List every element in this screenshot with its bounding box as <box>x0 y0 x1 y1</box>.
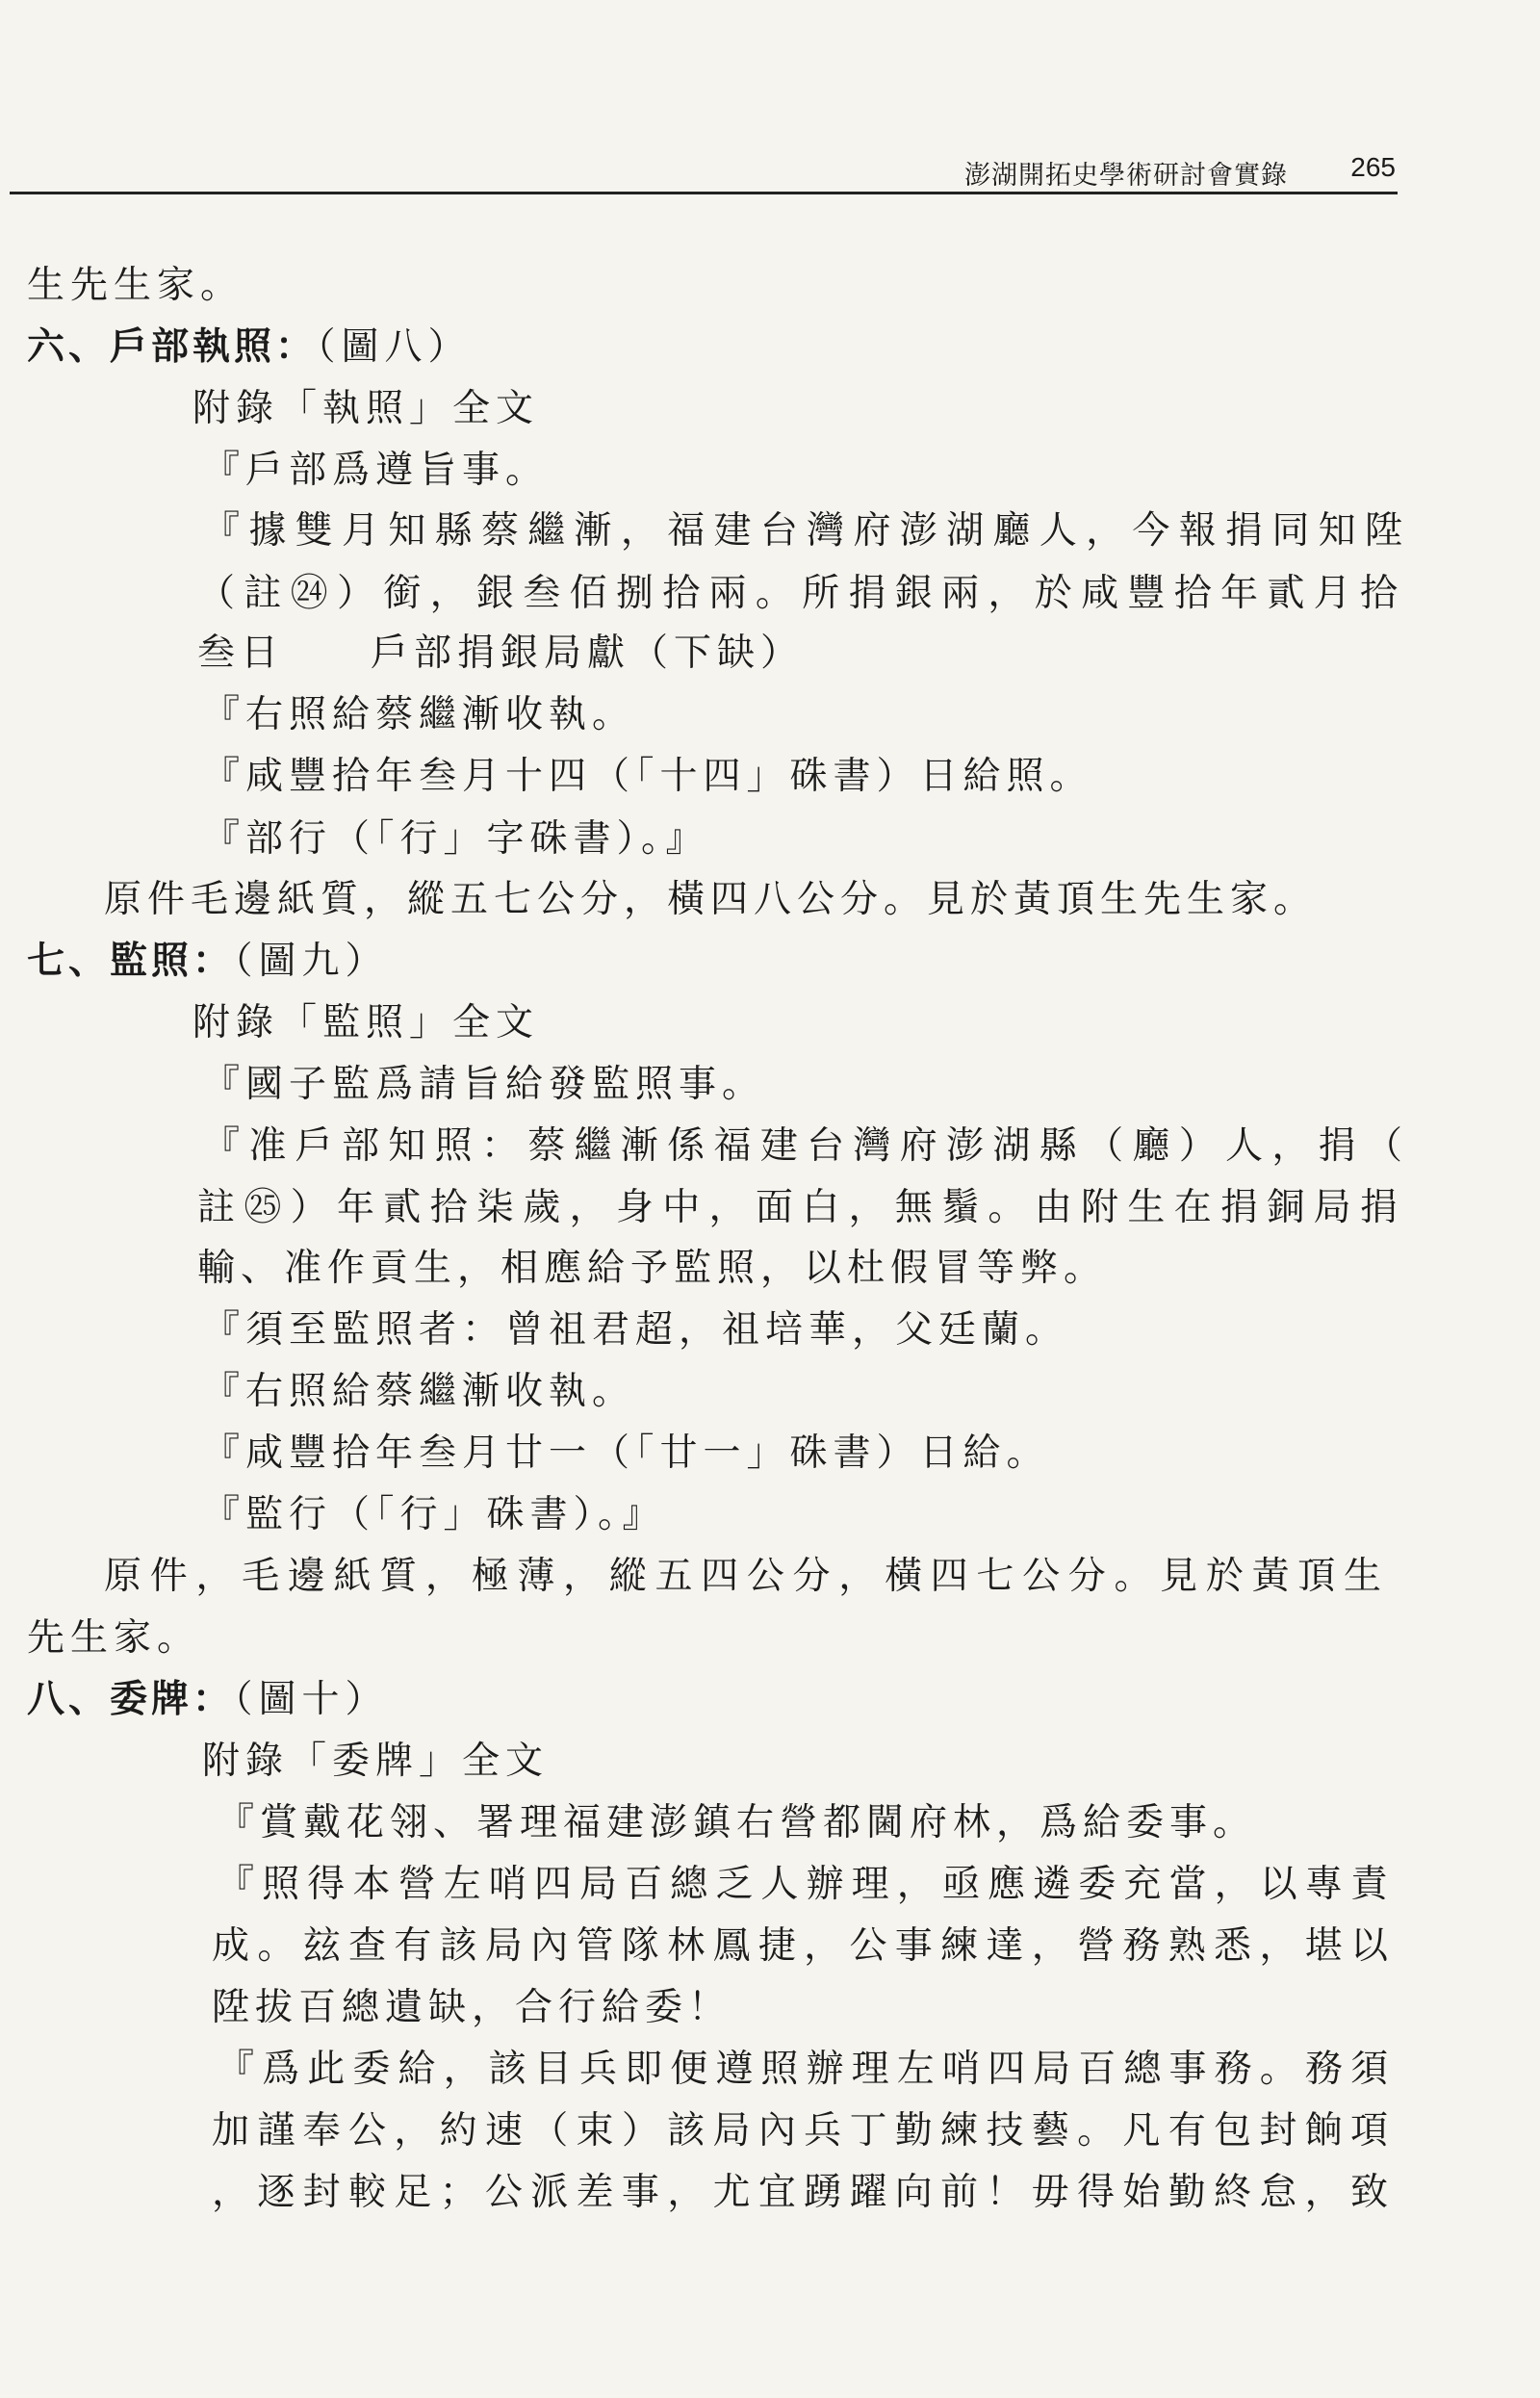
section-heading-label: 六、戶部執照： <box>27 325 318 369</box>
text-line: 『戶部爲遵旨事。 <box>202 449 550 492</box>
text-line: 叁日 戶部捐銀局獻（下缺） <box>197 632 805 675</box>
text-line: 『據雙月知縣蔡繼漸，福建台灣府澎湖廳人，今報捐同知陞 <box>202 509 1405 553</box>
note-line: 原件毛邊紙質，縱五七公分，橫四八公分。見於黃頂生先生家。 <box>104 878 1318 921</box>
text-line: 『部行（「行」字硃書）。』 <box>202 817 709 861</box>
section-heading-7 <box>27 939 389 985</box>
text-line: 『照得本營左哨四局百總乏人辦理，亟應遴委充當，以專責 <box>217 1863 1391 1906</box>
page-number: 265 <box>1350 152 1396 182</box>
appendix-caption: 附錄「委牌」全文 <box>202 1740 550 1783</box>
text-line: 加謹奉公，約速（束）該局內兵丁勤練技藝。凡有包封餉項 <box>212 2109 1391 2153</box>
section-heading-label: 八、委牌： <box>27 1678 235 1721</box>
text-line: 『爲此委給，該目兵即便遵照辦理左哨四局百總事務。務須 <box>217 2048 1391 2091</box>
figure-ref: （圖八） <box>317 325 472 369</box>
text-line: 陞拔百總遺缺，合行給委！ <box>212 1986 732 2029</box>
figure-ref: （圖九） <box>234 940 389 983</box>
section-heading-label: 七、監照： <box>27 940 235 983</box>
running-header-title: 澎湖開拓史學術研討會實錄 <box>964 161 1288 191</box>
section-heading-8 <box>27 1677 389 1723</box>
text-line: 註㉕）年貳拾柒歲，身中，面白，無鬚。由附生在捐銅局捐 <box>197 1186 1400 1229</box>
text-line: 生先生家。 <box>27 264 244 307</box>
text-line: 『右照給蔡繼漸收執。 <box>202 693 636 736</box>
figure-ref: （圖十） <box>234 1678 389 1721</box>
section-heading-6 <box>27 324 472 371</box>
text-line: 『咸豐拾年叁月廿一（「廿一」硃書）日給。 <box>202 1431 1050 1475</box>
header-rule <box>10 192 1398 194</box>
text-line: 『右照給蔡繼漸收執。 <box>202 1370 636 1413</box>
text-line: 『咸豐拾年叁月十四（「十四」硃書）日給照。 <box>202 755 1093 798</box>
note-line: 先生家。 <box>27 1616 201 1660</box>
text-line: 『監行（「行」硃書）。』 <box>202 1493 666 1536</box>
text-line: （註㉔）銜，銀叁佰捌拾兩。所捐銀兩，於咸豐拾年貳月拾 <box>197 572 1400 615</box>
text-line: 『須至監照者：曾祖君超，祖培華，父廷蘭。 <box>202 1308 1069 1352</box>
text-line: 成。玆查有該局內管隊林鳳捷，公事練達，營務熟悉，堪以 <box>212 1924 1391 1968</box>
text-line: 『國子監爲請旨給發監照事。 <box>202 1063 766 1106</box>
note-line: 原件，毛邊紙質，極薄，縱五四公分，橫四七公分。見於黃頂生 <box>104 1555 1384 1598</box>
text-line: 輸、准作貢生，相應給予監照，以杜假冒等弊。 <box>197 1247 1108 1290</box>
appendix-caption: 附錄「監照」全文 <box>192 1001 540 1044</box>
text-line: 『賞戴花翎、署理福建澎鎮右營都閫府林，爲給委事。 <box>217 1801 1257 1844</box>
appendix-caption: 附錄「執照」全文 <box>192 387 540 430</box>
text-line: 『准戶部知照：蔡繼漸係福建台灣府澎湖縣（廳）人，捐（ <box>202 1124 1405 1168</box>
text-line: ，逐封較足；公派差事，尤宜踴躍向前！毋得始勤終怠，致 <box>212 2171 1391 2214</box>
